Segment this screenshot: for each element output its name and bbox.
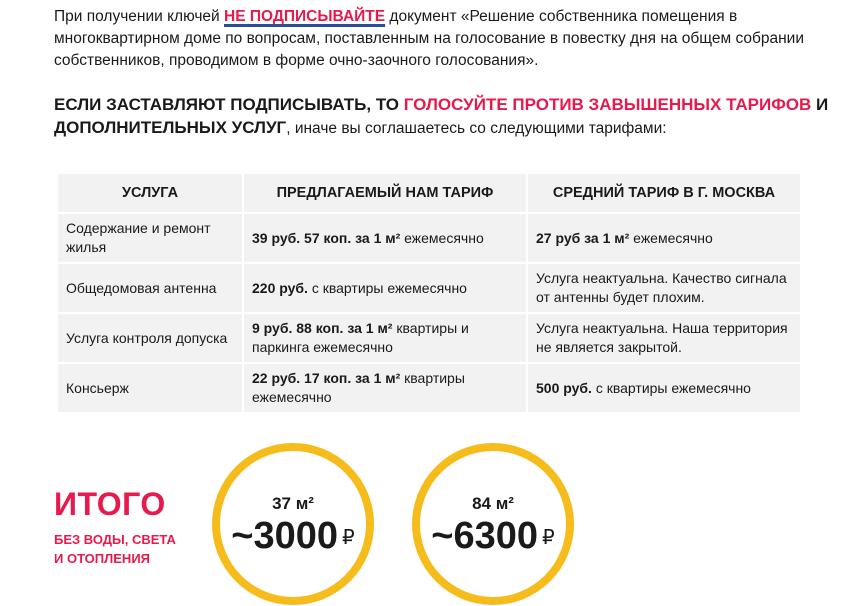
total-note-line2: И ОТОПЛЕНИЯ [54, 551, 151, 566]
total-circle-37 [212, 443, 374, 605]
table-row [57, 213, 801, 263]
offered-bold: 9 руб. 88 коп. за 1 м² [252, 320, 393, 336]
average-bold: 500 руб. [536, 379, 592, 396]
header-average: СРЕДНИЙ ТАРИФ В Г. МОСКВА [527, 173, 801, 213]
average-bold: 27 руб за 1 м² [536, 229, 630, 246]
do-not-sign-highlight: НЕ ПОДПИСЫВАЙТЕ [224, 8, 386, 25]
cell-service: Услуга контроля допуска [57, 313, 243, 363]
warning-part4: , иначе вы соглашаетесь со следующими тарифами: [286, 120, 667, 137]
table-header-row [57, 173, 801, 213]
intro-paragraph [54, 6, 844, 72]
average-rest: с квартиры ежемесячно [591, 379, 751, 396]
cell-offered [243, 213, 527, 263]
cell-average [527, 363, 801, 413]
total-note-line1: БЕЗ ВОДЫ, СВЕТА [54, 532, 176, 547]
cell-offered [243, 313, 527, 363]
table-row [57, 313, 801, 363]
circle-amount [231, 514, 354, 560]
cell-average [527, 213, 801, 263]
offered-bold: 22 руб. 17 коп. за 1 м² [252, 370, 401, 386]
cell-service: Содержание и ремонт жилья [57, 213, 243, 263]
circle-area: 84 м² [472, 494, 514, 513]
warning-part3: И ДОПОЛНИТЕЛЬНЫХ УСЛУГ [54, 95, 829, 137]
offered-rest: квартиры и паркинга ежемесячно [252, 320, 469, 355]
average-rest: Услуга неактуальна. Наша территория не является закрытой. [536, 320, 788, 355]
amount-value: ~6300 [431, 515, 538, 557]
ruble-icon: ₽ [342, 527, 355, 549]
intro-after: документ «Решение собственника помещения в многоквартирном доме по вопросам, поставленным на голосование в повестку дня на общем собрании собственников, проводимом в форме очно-заочного голосования». [54, 8, 805, 69]
table-row [57, 363, 801, 413]
cell-offered [243, 263, 527, 313]
offered-bold: 220 руб. [252, 279, 308, 296]
ruble-icon: ₽ [542, 527, 555, 549]
warning-part1: ЕСЛИ ЗАСТАВЛЯЮТ ПОДПИСЫВАТЬ, ТО [54, 95, 404, 114]
table-row [57, 263, 801, 313]
total-circle-84 [412, 443, 574, 605]
warning-vote-against: ГОЛОСУЙТЕ ПРОТИВ ЗАВЫШЕННЫХ ТАРИФОВ [403, 95, 812, 114]
offered-rest: ежемесячно [400, 229, 484, 246]
total-title: ИТОГО [54, 486, 166, 522]
offered-bold: 39 руб. 57 коп. за 1 м² [252, 229, 401, 246]
average-rest: Услуга неактуальна. Качество сигнала от антенны будет плохим. [536, 270, 787, 305]
offered-rest: с квартиры ежемесячно [307, 279, 467, 296]
header-offered: ПРЕДЛАГАЕМЫЙ НАМ ТАРИФ [243, 173, 527, 213]
header-service: УСЛУГА [57, 173, 243, 213]
tariff-table [56, 172, 802, 414]
intro-before: При получении ключей [54, 8, 225, 25]
circle-amount [431, 514, 554, 560]
cell-offered [243, 363, 527, 413]
cell-average [527, 263, 801, 313]
total-block [54, 486, 176, 568]
circle-area: 37 м² [272, 494, 314, 513]
cell-service: Консьерж [57, 363, 243, 413]
offered-rest: квартиры ежемесячно [252, 370, 465, 405]
cell-service: Общедомовая антенна [57, 263, 243, 313]
average-rest: ежемесячно [629, 229, 713, 246]
total-note [54, 530, 176, 568]
amount-value: ~3000 [231, 515, 338, 557]
warning-paragraph [54, 94, 844, 140]
cell-average [527, 313, 801, 363]
